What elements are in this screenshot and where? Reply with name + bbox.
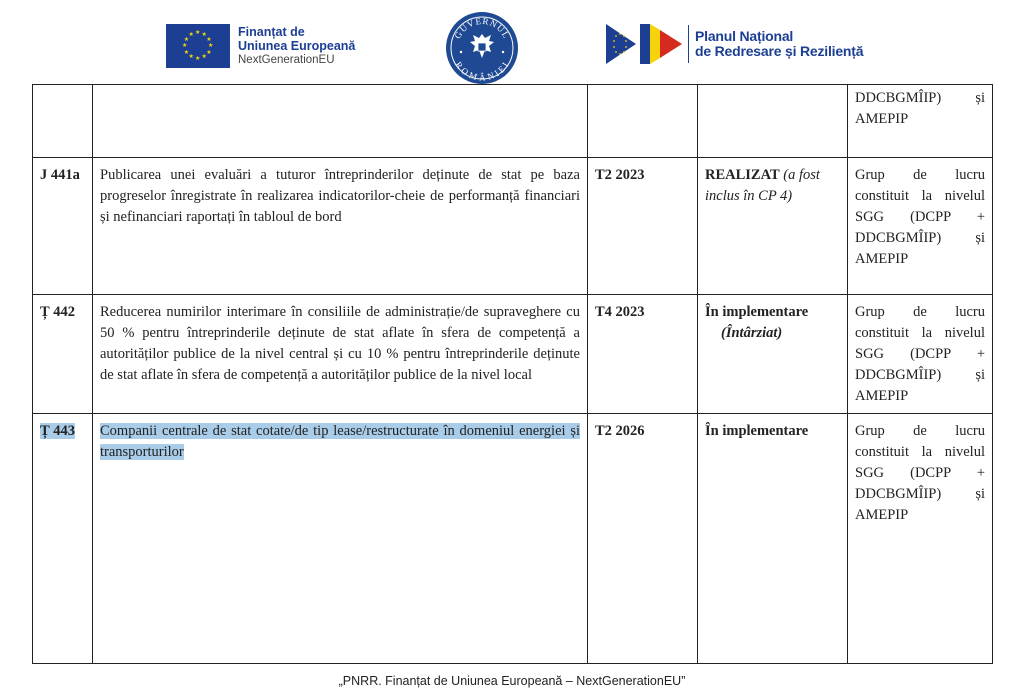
milestone-responsible: Grup de lucru constituit la nivelul SGG (DCPP + DDCBGMÎIP) și AMEPIP	[855, 423, 985, 523]
eu-logo-line2: Uniunea Europeană	[238, 39, 356, 53]
milestone-status-cell	[698, 85, 848, 158]
pnrr-logo-line1: Planul Național	[695, 28, 794, 44]
eu-star-icon: ★	[183, 49, 190, 56]
milestone-responsible-cell	[848, 414, 993, 664]
eu-star-icon: ★	[206, 36, 212, 43]
milestone-description: Reducerea numirilor interimare în consiliile de administrație/de supraveghere cu 50 % pentru întreprinderile deținute de stat aflate în sfera de competență a autorităților publice de la nivel central și cu 10 % pentru întreprinderile deținute de stat aflate în sfera de competență a autorităților publice de la nivel local	[100, 304, 580, 383]
milestone-responsible: Grup de lucru constituit la nivelul SGG (DCPP + DDCBGMÎIP) și AMEPIP	[855, 167, 985, 267]
milestone-status-cell	[698, 295, 848, 414]
eu-flag-icon	[166, 24, 230, 68]
milestone-status: REALIZAT	[705, 167, 780, 183]
milestone-status-delayed: (Întârziat)	[721, 325, 783, 341]
milestone-term: T2 2026	[595, 423, 645, 439]
milestone-responsible: Grup de lucru constituit la nivelul SGG (DCPP + DDCBGMÎIP) și AMEPIP	[855, 304, 985, 404]
eu-star-icon: ★	[201, 31, 207, 38]
milestone-code: J 441a	[40, 167, 80, 183]
milestone-responsible-cell	[848, 295, 993, 414]
milestone-status: În implementare	[705, 423, 809, 439]
milestone-description-cell	[93, 85, 588, 158]
milestone-term-cell	[588, 85, 698, 158]
milestone-description[interactable]: Companii centrale de stat cotate/de tip lease/restructurate în domeniul energiei și transporturilor	[100, 423, 580, 460]
eu-logo-line1: Finanțat de	[238, 25, 305, 39]
milestone-responsible-cell	[848, 85, 993, 158]
pnrr-logo-divider	[688, 25, 689, 63]
page-header	[0, 0, 1024, 84]
milestone-code[interactable]: Ț 443	[40, 423, 76, 439]
pnrr-arrows-icon	[604, 22, 684, 66]
milestone-status-note: (a fost inclus în CP 4)	[705, 167, 820, 204]
milestone-term: T2 2023	[595, 167, 645, 183]
pnrr-logo	[604, 22, 863, 66]
milestone-description-cell	[93, 158, 588, 295]
page-footer: „PNRR. Finanțat de Uniunea Europeană – NextGenerationEU”	[338, 674, 686, 688]
eu-funding-logo	[166, 24, 355, 68]
eu-star-icon: ★	[206, 49, 212, 56]
table-row	[33, 85, 993, 158]
milestone-code-cell	[33, 85, 93, 158]
milestone-code-cell	[33, 295, 93, 414]
seal-bottom-text: ROMÂNIEI	[453, 59, 511, 83]
milestone-term: T4 2023	[595, 304, 645, 320]
eu-star-icon: ★	[183, 36, 190, 43]
milestone-responsible-cell	[848, 158, 993, 295]
eu-star-icon: ★	[208, 43, 214, 49]
pnrr-logo-text	[695, 29, 863, 59]
eu-star-icon: ★	[182, 43, 188, 49]
eu-star-icon: ★	[201, 54, 207, 61]
milestone-status-cell	[698, 158, 848, 295]
table-row-selected	[33, 414, 993, 664]
milestones-table-container	[32, 84, 993, 664]
milestone-code-cell	[33, 158, 93, 295]
eu-star-icon: ★	[188, 54, 194, 61]
eu-star-icon: ★	[195, 56, 201, 62]
milestone-term-cell	[588, 414, 698, 664]
milestone-responsible: DDCBGMÎIP) și AMEPIP	[855, 90, 985, 127]
milestone-description-cell	[93, 414, 588, 664]
milestone-description: Publicarea unei evaluări a tuturor întreprinderilor deținute de stat pe baza progreselor înregistrate în realizarea indicatorilor-cheie de performanță financiari și nefinanciari raportați în tabloul de bord	[100, 167, 580, 225]
table-row	[33, 295, 993, 414]
milestone-status: În implementare	[705, 304, 809, 320]
milestone-term-cell	[588, 158, 698, 295]
eu-logo-line3: NextGenerationEU	[238, 54, 335, 66]
milestone-status-cell	[698, 414, 848, 664]
seal-top-text: GUVERNUL	[452, 15, 512, 41]
eu-star-icon: ★	[188, 31, 194, 38]
pnrr-logo-line2: de Redresare și Reziliență	[695, 43, 864, 59]
eu-star-icon: ★	[195, 30, 201, 36]
milestone-term-cell	[588, 295, 698, 414]
milestone-code: Ț 442	[40, 304, 76, 320]
milestones-table	[32, 84, 993, 664]
milestone-description-cell	[93, 295, 588, 414]
milestone-code-cell	[33, 414, 93, 664]
romanian-government-seal-icon	[446, 12, 518, 84]
table-row	[33, 158, 993, 295]
eu-logo-text	[238, 25, 355, 67]
